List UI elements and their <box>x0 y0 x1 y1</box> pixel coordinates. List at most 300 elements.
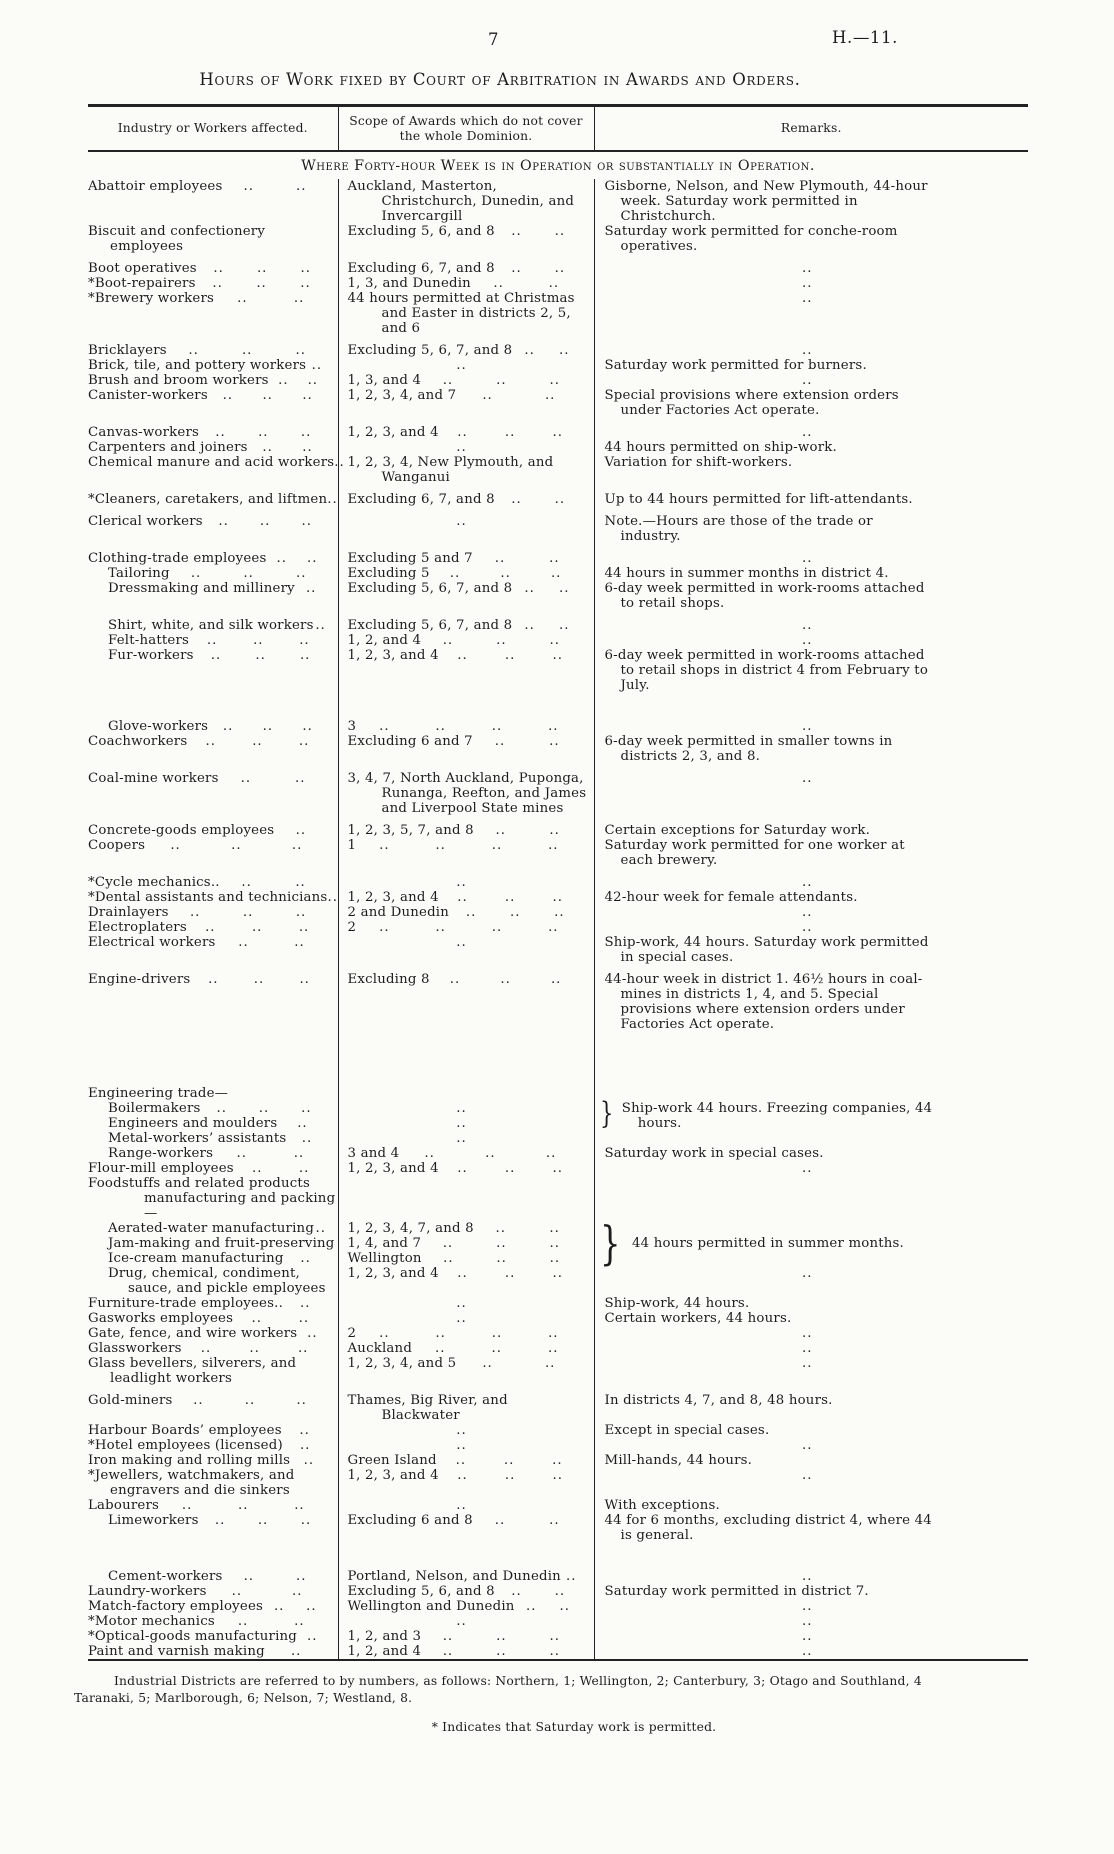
industry-cell <box>88 276 338 291</box>
industry-label: Aerated-water manufacturing .. <box>108 1221 326 1236</box>
industry-cell <box>88 485 338 507</box>
industry-label: Abattoir employees .. .. <box>88 179 307 194</box>
scope-cell: Excluding 6, 7, and 8 .. .. <box>338 254 594 276</box>
industry-label: Gold-miners .. .. .. <box>88 1393 307 1408</box>
remarks-cell: .. <box>594 418 1028 440</box>
table-row <box>88 1221 1028 1236</box>
remarks-cell: .. <box>594 254 1028 276</box>
scope-cell: .. <box>338 1438 594 1453</box>
table-row <box>88 1498 1028 1513</box>
industry-label: Electrical workers .. .. <box>88 935 305 950</box>
industry-label: Match-factory employees .. .. <box>88 1599 317 1614</box>
industry-label: Labourers .. .. .. <box>88 1498 305 1513</box>
scope-cell: 1, 2, 3, 4, and 7 .. .. <box>338 388 594 418</box>
section-heading-row <box>88 151 1028 179</box>
industry-cell <box>88 868 338 890</box>
industry-label: Clerical workers .. .. .. <box>88 514 312 529</box>
industry-cell <box>88 764 338 816</box>
industry-label: Felt-hatters .. .. .. <box>108 633 310 648</box>
scope-cell: .. <box>338 1296 594 1311</box>
scope-cell: Excluding 5, 6, 7, and 8 .. .. <box>338 336 594 358</box>
remarks-cell: Saturday work permitted in district 7. <box>594 1584 1028 1599</box>
remarks-cell: .. <box>594 1161 1028 1176</box>
scope-cell: .. <box>338 1131 594 1146</box>
industry-cell <box>88 1146 338 1161</box>
industry-cell <box>88 1161 338 1176</box>
table-row <box>88 1644 1028 1660</box>
industry-cell <box>88 1341 338 1356</box>
table-row <box>88 1513 1028 1543</box>
footnotes <box>74 1673 1074 1736</box>
table-row <box>88 734 1028 764</box>
remarks-cell: .. <box>594 764 1028 816</box>
industry-cell <box>88 1513 338 1543</box>
table-row <box>88 935 1028 965</box>
industry-label: *Optical-goods manufacturing .. <box>88 1629 318 1644</box>
remarks-cell: 42-hour week for female attendants. <box>594 890 1028 905</box>
scope-cell: Excluding 5 and 7 .. .. <box>338 544 594 566</box>
industry-label: Tailoring .. .. .. <box>108 566 307 581</box>
industry-cell <box>88 1468 338 1498</box>
remarks-cell: .. <box>594 905 1028 920</box>
industry-cell <box>88 358 338 373</box>
industry-label: Drug, chemical, condiment, sauce, and pickle employees <box>108 1266 326 1296</box>
scope-cell <box>338 1032 594 1101</box>
table-row <box>88 1356 1028 1386</box>
industry-cell <box>88 838 338 868</box>
table-row <box>88 254 1028 276</box>
scope-cell: Excluding 8 .. .. .. <box>338 965 594 1032</box>
table-row <box>88 544 1028 566</box>
table-row <box>88 358 1028 373</box>
table-row <box>88 1341 1028 1356</box>
table-body <box>88 151 1028 1660</box>
remarks-cell: 44 for 6 months, excluding district 4, where 44 is general. <box>594 1513 1028 1543</box>
industry-label: *Motor mechanics .. .. <box>88 1614 305 1629</box>
remarks-cell: .. <box>594 920 1028 935</box>
remarks-cell: .. <box>594 633 1028 648</box>
table-row <box>88 1326 1028 1341</box>
industry-label: Engineering trade— <box>88 1086 229 1101</box>
industry-label: Glass bevellers, silverers, and leadlight workers <box>88 1356 297 1386</box>
industry-cell <box>88 1498 338 1513</box>
remarks-cell: Up to 44 hours permitted for lift-attendants. <box>594 485 1028 507</box>
industry-label: Gate, fence, and wire workers .. <box>88 1326 318 1341</box>
scope-cell: Wellington and Dunedin .. .. <box>338 1599 594 1614</box>
scope-cell: 1, 2, and 4 .. .. .. <box>338 1644 594 1660</box>
table-row <box>88 1584 1028 1599</box>
remarks-cell: With exceptions. <box>594 1498 1028 1513</box>
table-row <box>88 276 1028 291</box>
table-row <box>88 373 1028 388</box>
industry-cell <box>88 1101 338 1116</box>
industry-label: Iron making and rolling mills .. <box>88 1453 315 1468</box>
industry-label: Fur-workers .. .. .. <box>108 648 311 663</box>
table-row <box>88 485 1028 507</box>
remarks-cell: .. <box>594 1543 1028 1584</box>
page-number: 7 <box>488 30 499 49</box>
scope-cell: 1, 2, 3, 4, 7, and 8 .. .. <box>338 1221 594 1236</box>
industry-label: Furniture-trade employees.. .. <box>88 1296 311 1311</box>
table-row <box>88 224 1028 254</box>
scope-cell: 2 .. .. .. .. <box>338 1326 594 1341</box>
table-row <box>88 1101 1028 1116</box>
table-row <box>88 838 1028 868</box>
scope-cell: 1, 3, and Dunedin .. .. <box>338 276 594 291</box>
remarks-cell: 44 hours permitted on ship-work. <box>594 440 1028 455</box>
table-row <box>88 1599 1028 1614</box>
doc-ref: H.—11. <box>832 28 898 47</box>
industry-label: *Boot-repairers .. .. .. <box>88 276 311 291</box>
remarks-cell: 6-day week permitted in smaller towns in districts 2, 3, and 8. <box>594 734 1028 764</box>
remarks-cell: .. <box>594 1644 1028 1660</box>
industry-cell <box>88 179 338 224</box>
industry-cell <box>88 1423 338 1438</box>
scope-cell: .. <box>338 935 594 965</box>
remarks-cell: In districts 4, 7, and 8, 48 hours. <box>594 1386 1028 1423</box>
industry-cell <box>88 1296 338 1311</box>
table-row <box>88 455 1028 485</box>
industry-cell <box>88 905 338 920</box>
industry-cell <box>88 1453 338 1468</box>
scope-cell: Excluding 5, 6, 7, and 8 .. .. <box>338 581 594 611</box>
scope-cell: .. <box>338 507 594 544</box>
industry-label: Biscuit and confectionery employees <box>88 224 266 254</box>
industry-cell <box>88 734 338 764</box>
table-row <box>88 507 1028 544</box>
table-row <box>88 764 1028 816</box>
scope-cell: 1, 2, 3, 4, New Plymouth, and Wanganui <box>338 455 594 485</box>
header-row <box>88 106 1028 152</box>
industry-cell <box>88 935 338 965</box>
remarks-cell: Except in special cases. <box>594 1423 1028 1438</box>
scope-cell: Excluding 6, 7, and 8 .. .. <box>338 485 594 507</box>
remarks-cell: Ship-work, 44 hours. Saturday work permitted in special cases. <box>594 935 1028 965</box>
scope-cell: .. <box>338 1498 594 1513</box>
industry-cell <box>88 566 338 581</box>
table-row <box>88 905 1028 920</box>
remarks-cell: .. <box>594 1266 1028 1296</box>
industry-label: Cement-workers .. .. <box>108 1569 307 1584</box>
scope-cell: .. <box>338 868 594 890</box>
remarks-cell: } Ship-work 44 hours. Freezing companies, 44 hours. <box>594 1101 1028 1146</box>
industry-label: Paint and varnish making .. <box>88 1644 302 1659</box>
industry-label: Laundry-workers .. .. <box>88 1584 303 1599</box>
scope-cell: Portland, Nelson, and Dunedin .. <box>338 1543 594 1584</box>
scope-cell: 1, 2, 3, and 4 .. .. .. <box>338 648 594 693</box>
awards-hours-table <box>88 104 1028 1661</box>
industry-cell <box>88 648 338 693</box>
industry-label: Limeworkers .. .. .. <box>108 1513 312 1528</box>
districts-note-line1: Industrial Districts are referred to by numbers, as follows: Northern, 1; Wellington, 2; Canterbury, 3; Otago and Southland, 4 <box>114 1674 922 1688</box>
industry-cell <box>88 890 338 905</box>
industry-cell <box>88 1311 338 1326</box>
industry-label: Range-workers .. .. <box>108 1146 305 1161</box>
remarks-cell: .. <box>594 336 1028 358</box>
industry-label: Glove-workers .. .. .. <box>108 719 313 734</box>
industry-cell <box>88 336 338 358</box>
table-row <box>88 648 1028 693</box>
industry-label: *Cleaners, caretakers, and liftmen .. <box>88 492 338 507</box>
remarks-cell: Saturday work permitted for conche-room operatives. <box>594 224 1028 254</box>
table-row <box>88 1311 1028 1326</box>
scope-cell: .. <box>338 1311 594 1326</box>
scope-cell: 44 hours permitted at Christmas and Easter in districts 2, 5, and 6 <box>338 291 594 336</box>
table-row <box>88 1266 1028 1296</box>
table-row <box>88 633 1028 648</box>
scope-cell: Excluding 5, 6, 7, and 8 .. .. <box>338 611 594 633</box>
scope-cell: 3 .. .. .. .. <box>338 693 594 734</box>
industry-label: Foodstuffs and related products manufacturing and packing— <box>88 1176 336 1221</box>
industry-label: Engine-drivers .. .. .. <box>88 972 310 987</box>
industry-label: Boilermakers .. .. .. <box>108 1101 312 1116</box>
industry-label: *Dental assistants and technicians .. <box>88 890 338 905</box>
scope-cell: Thames, Big River, and Blackwater <box>338 1386 594 1423</box>
industry-label: Drainlayers .. .. .. <box>88 905 307 920</box>
industry-label: Bricklayers .. .. .. <box>88 343 306 358</box>
scope-cell: 1, 2, 3, and 4 .. .. .. <box>338 1266 594 1296</box>
table-row <box>88 388 1028 418</box>
scope-cell: Auckland .. .. .. <box>338 1341 594 1356</box>
remarks-cell: Certain exceptions for Saturday work. <box>594 816 1028 838</box>
remarks-cell: .. <box>594 1438 1028 1453</box>
col-header-industry: Industry or Workers affected. <box>88 106 338 152</box>
scope-cell: 1, 2, and 3 .. .. .. <box>338 1629 594 1644</box>
remarks-cell: .. <box>594 1356 1028 1386</box>
scope-cell: 1, 2, and 4 .. .. .. <box>338 633 594 648</box>
scope-cell: Excluding 6 and 8 .. .. <box>338 1513 594 1543</box>
industry-label: Flour-mill employees .. .. <box>88 1161 310 1176</box>
industry-label: Jam-making and fruit-preserving <box>108 1236 335 1251</box>
industry-label: Brush and broom workers .. .. <box>88 373 319 388</box>
remarks-cell <box>594 1032 1028 1101</box>
industry-label: Gasworks employees .. .. <box>88 1311 310 1326</box>
industry-cell <box>88 455 345 485</box>
industry-label: *Hotel employees (licensed) .. <box>88 1438 311 1453</box>
table-row <box>88 1614 1028 1629</box>
industry-cell <box>88 291 338 336</box>
scope-cell: 1, 2, 3, and 4 .. .. .. <box>338 1468 594 1498</box>
scope-cell: Excluding 6 and 7 .. .. <box>338 734 594 764</box>
table-row <box>88 868 1028 890</box>
table-row <box>88 440 1028 455</box>
table-row <box>88 291 1028 336</box>
industry-cell <box>88 1116 338 1131</box>
industry-cell <box>88 816 338 838</box>
remarks-cell: } 44 hours permitted in summer months. <box>594 1221 1028 1266</box>
table-row <box>88 1438 1028 1453</box>
industry-cell <box>88 1584 338 1599</box>
industry-label: Shirt, white, and silk workers .. <box>108 618 326 633</box>
industry-cell <box>88 373 338 388</box>
group-header-row <box>88 1176 1028 1221</box>
industry-cell <box>88 1599 338 1614</box>
remarks-cell: .. <box>594 868 1028 890</box>
scope-cell: Excluding 5 .. .. .. <box>338 566 594 581</box>
industry-label: Metal-workers’ assistants .. <box>108 1131 313 1146</box>
industry-cell <box>88 920 338 935</box>
table-row <box>88 890 1028 905</box>
industry-cell <box>88 1543 338 1584</box>
remarks-cell: Saturday work in special cases. <box>594 1146 1028 1161</box>
industry-cell <box>88 418 338 440</box>
table-row <box>88 179 1028 224</box>
remarks-cell: Gisborne, Nelson, and New Plymouth, 44-hour week. Saturday work permitted in Christchurch. <box>594 179 1028 224</box>
industry-cell <box>88 1438 338 1453</box>
districts-note-line2: Taranaki, 5; Marlborough, 6; Nelson, 7; Westland, 8. <box>74 1690 413 1705</box>
remarks-cell: .. <box>594 1326 1028 1341</box>
industry-label: Harbour Boards’ employees .. <box>88 1423 310 1438</box>
scope-cell: 2 .. .. .. .. <box>338 920 594 935</box>
industry-cell <box>88 544 338 566</box>
remarks-cell: 6-day week permitted in work-rooms attached to retail shops. <box>594 581 1028 611</box>
industry-label: *Brewery workers .. .. <box>88 291 305 306</box>
remarks-cell: Ship-work, 44 hours. <box>594 1296 1028 1311</box>
table-row <box>88 1453 1028 1468</box>
industry-cell <box>88 1176 338 1221</box>
industry-cell <box>88 1221 338 1236</box>
remarks-cell: Mill-hands, 44 hours. <box>594 1453 1028 1468</box>
remarks-cell: 44-hour week in district 1. 46½ hours in coal-mines in districts 1, 4, and 5. Special provisions where extension orders under Factories Act operate. <box>594 965 1028 1032</box>
industry-label: Glassworkers .. .. .. <box>88 1341 309 1356</box>
remarks-cell: .. <box>594 1599 1028 1614</box>
scope-cell: 1, 2, 3, 4, and 5 .. .. <box>338 1356 594 1386</box>
remarks-cell: Saturday work permitted for one worker at each brewery. <box>594 838 1028 868</box>
remarks-cell: Note.—Hours are those of the trade or industry. <box>594 507 1028 544</box>
group-header-row <box>88 1032 1028 1101</box>
industry-cell <box>88 507 338 544</box>
section-heading: Where Forty-hour Week is in Operation or substantially in Operation. <box>301 158 815 174</box>
remarks-cell <box>594 1176 1028 1221</box>
industry-cell <box>88 581 338 611</box>
remarks-cell: .. <box>594 1341 1028 1356</box>
scope-cell: Excluding 5, 6, and 8 .. .. <box>338 224 594 254</box>
table-row <box>88 1423 1028 1438</box>
scope-cell: .. <box>338 1116 594 1131</box>
industry-cell <box>88 254 338 276</box>
industry-label: Carpenters and joiners .. .. <box>88 440 313 455</box>
industry-cell <box>88 1032 338 1101</box>
scope-cell: 1, 3, and 4 .. .. .. <box>338 373 594 388</box>
scope-cell: 1 .. .. .. .. <box>338 838 594 868</box>
industry-label: *Cycle mechanics.. .. .. <box>88 875 306 890</box>
table-row <box>88 1161 1028 1176</box>
remarks-cell: Special provisions where extension orders under Factories Act operate. <box>594 388 1028 418</box>
remarks-cell: Variation for shift-workers. <box>594 455 1028 485</box>
table-row <box>88 566 1028 581</box>
table-row <box>88 418 1028 440</box>
industry-cell <box>88 388 338 418</box>
scope-cell: .. <box>338 1423 594 1438</box>
remarks-cell: 44 hours in summer months in district 4. <box>594 566 1028 581</box>
scope-cell: 2 and Dunedin .. .. .. <box>338 905 594 920</box>
industry-cell <box>88 693 338 734</box>
brace-glyph: } <box>599 1096 614 1131</box>
scope-cell: 1, 2, 3, and 4 .. .. .. <box>338 1161 594 1176</box>
industry-label: Coopers .. .. .. <box>88 838 303 853</box>
remarks-cell: .. <box>594 373 1028 388</box>
remarks-cell: 6-day week permitted in work-rooms attached to retail shops in district 4 from February to July. <box>594 648 1028 693</box>
industry-cell <box>88 1236 338 1251</box>
scope-cell: 1, 2, 3, 5, 7, and 8 .. .. <box>338 816 594 838</box>
industry-label: Coachworkers .. .. .. <box>88 734 310 749</box>
industry-label: Brick, tile, and pottery workers .. <box>88 358 323 373</box>
table-row <box>88 920 1028 935</box>
scope-cell: 1, 2, 3, and 4 .. .. .. <box>338 890 594 905</box>
table-row <box>88 336 1028 358</box>
table-row <box>88 1146 1028 1161</box>
table-row <box>88 816 1028 838</box>
scope-cell: Auckland, Masterton, Christchurch, Dunedin, and Invercargill <box>338 179 594 224</box>
industry-cell <box>88 1266 338 1296</box>
scope-cell: 1, 2, 3, and 4 .. .. .. <box>338 418 594 440</box>
scope-cell: Wellington .. .. .. <box>338 1251 594 1266</box>
industry-label: Canvas-workers .. .. .. <box>88 425 312 440</box>
remarks-cell: .. <box>594 291 1028 336</box>
industry-label: Boot operatives .. .. .. <box>88 261 311 276</box>
industry-label: Electroplaters .. .. .. <box>88 920 310 935</box>
industry-cell <box>88 1629 338 1644</box>
industry-label: Ice-cream manufacturing .. <box>108 1251 311 1266</box>
industry-cell <box>88 1131 338 1146</box>
col-header-remarks: Remarks. <box>594 106 1028 152</box>
table-row <box>88 1629 1028 1644</box>
industry-cell <box>88 1644 338 1660</box>
industry-cell <box>88 611 338 633</box>
table-row <box>88 1386 1028 1423</box>
remarks-cell: Certain workers, 44 hours. <box>594 1311 1028 1326</box>
table-row <box>88 581 1028 611</box>
scope-cell: .. <box>338 440 594 455</box>
page-title: Hours of Work fixed by Court of Arbitration in Awards and Orders. <box>199 70 801 89</box>
industry-cell <box>88 633 338 648</box>
star-note: * Indicates that Saturday work is permitted. <box>431 1720 717 1734</box>
scope-cell: 1, 4, and 7 .. .. .. <box>338 1236 594 1251</box>
remarks-cell: .. <box>594 693 1028 734</box>
industry-cell <box>88 1251 338 1266</box>
table-head <box>88 106 1028 152</box>
scope-cell: .. <box>338 358 594 373</box>
remarks-cell: Saturday work permitted for burners. <box>594 358 1028 373</box>
table-row <box>88 1468 1028 1498</box>
col-header-scope: Scope of Awards which do not cover the whole Dominion. <box>338 106 594 152</box>
industry-label: *Jewellers, watchmakers, and engravers and die sinkers <box>88 1468 295 1498</box>
industry-cell <box>88 1356 338 1386</box>
industry-cell <box>88 440 338 455</box>
scope-cell: .. <box>338 1614 594 1629</box>
table-row <box>88 611 1028 633</box>
table-row <box>88 1296 1028 1311</box>
industry-label: Canister-workers .. .. .. <box>88 388 313 403</box>
scope-cell: Excluding 5, 6, and 8 .. .. <box>338 1584 594 1599</box>
industry-cell <box>88 1326 338 1341</box>
scope-cell: 3 and 4 .. .. .. <box>338 1146 594 1161</box>
industry-label: Dressmaking and millinery .. <box>108 581 317 596</box>
scope-cell <box>338 1176 594 1221</box>
scope-cell: 3, 4, 7, North Auckland, Puponga, Runanga, Reefton, and James and Liverpool State mines <box>338 764 594 816</box>
brace-glyph: } <box>599 1215 621 1270</box>
industry-cell <box>88 1614 338 1629</box>
remarks-cell: .. <box>594 1468 1028 1498</box>
table-row <box>88 965 1028 1032</box>
scope-cell: .. <box>338 1101 594 1116</box>
remarks-cell: .. <box>594 1629 1028 1644</box>
scope-cell: Green Island .. .. .. <box>338 1453 594 1468</box>
remarks-cell: .. <box>594 1614 1028 1629</box>
remarks-cell: .. <box>594 276 1028 291</box>
table-row <box>88 1543 1028 1584</box>
industry-label: Engineers and moulders .. <box>108 1116 308 1131</box>
